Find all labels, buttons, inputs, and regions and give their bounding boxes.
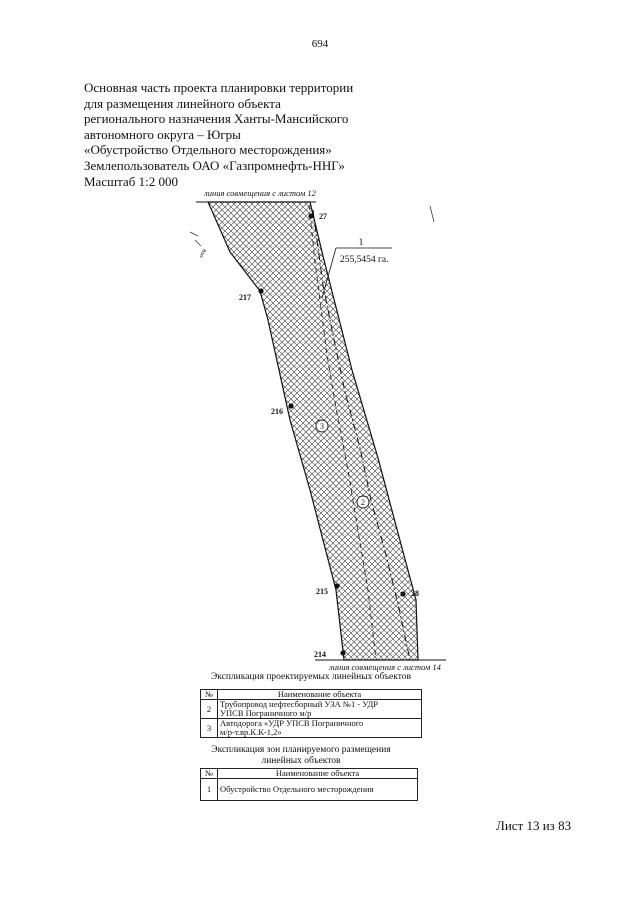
row-name-line: УПСВ Пограничного м/р [220,708,312,718]
table-header-row [201,690,422,700]
side-tick [190,232,198,236]
point-label: 214 [314,650,326,659]
table2-title-line: линейных объектов [261,756,341,766]
row-name: Обустройство Отдельного месторождения [218,779,418,801]
row-name-line: Трубопровод нефтесборный УЗА №1 - УДР [220,699,378,709]
linear-objects-table [200,689,422,738]
sheet-number: Лист 13 из 83 [496,818,572,833]
col-header-num: № [201,769,218,779]
title-line: Основная часть проекта планировки территории [84,80,354,95]
boundary-point-215 [334,583,339,588]
title-line: для размещения линейного объекта [84,95,281,111]
title-line: автономного округа – Югры [84,126,241,142]
table1-title: Экспликация проектируемых линейных объектов [210,672,412,682]
boundary-point-28 [400,591,405,596]
point-label: 216 [271,407,283,416]
boundary-point-27 [308,213,313,218]
table-row [201,700,422,719]
row-num: 1 [201,779,218,801]
bottom-match-label: линия совмещения с листом 14 [329,662,441,672]
col-header-num: № [201,690,218,700]
title-line: регионального назначения Ханты-Мансийского [84,111,349,127]
zones-table [200,768,418,801]
col-header-name: Наименование объекта [218,690,422,700]
object-marker-label: 3 [320,422,324,431]
point-label: 217 [239,293,251,302]
table-row [201,779,418,801]
top-match-label: линия совмещения с листом 12 [204,188,316,198]
row-name-line: Автодорога «УДР УПСВ Пограничного [220,718,364,728]
row-name-line: м/р-т.вр.К.К-1,2» [220,727,282,737]
row-name [218,719,422,738]
planned-zone-polygon [208,202,418,660]
scale-line: Масштаб 1:2 000 [84,173,178,189]
row-num: 2 [201,700,218,719]
object-marker-label: 2 [361,498,365,507]
side-tick [195,240,201,246]
title-line: Землепользователь ОАО «Газпромнефть-ННГ» [84,157,345,173]
side-label-group [198,248,208,259]
grid-mark [430,206,434,222]
zone-number-label: 1 [358,238,364,248]
row-num: 3 [201,719,218,738]
table-row [201,719,422,738]
zone-area-label: 255,5454 га. [340,255,389,265]
point-label: 28 [411,589,419,598]
title-line: «Обустройство Отдельного месторождения» [84,142,332,158]
table2-title [196,745,406,767]
boundary-point-217 [258,288,263,293]
side-label: отв [197,247,209,259]
boundary-point-214 [340,650,345,655]
table-header-row [201,769,418,779]
col-header-name: Наименование объекта [218,769,418,779]
point-label: 215 [316,587,328,596]
point-label: 27 [319,212,327,221]
page-number: 694 [311,38,329,50]
row-name [218,700,422,719]
table2-title-line: Экспликация зон планируемого размещения [211,745,391,755]
boundary-point-216 [288,403,293,408]
